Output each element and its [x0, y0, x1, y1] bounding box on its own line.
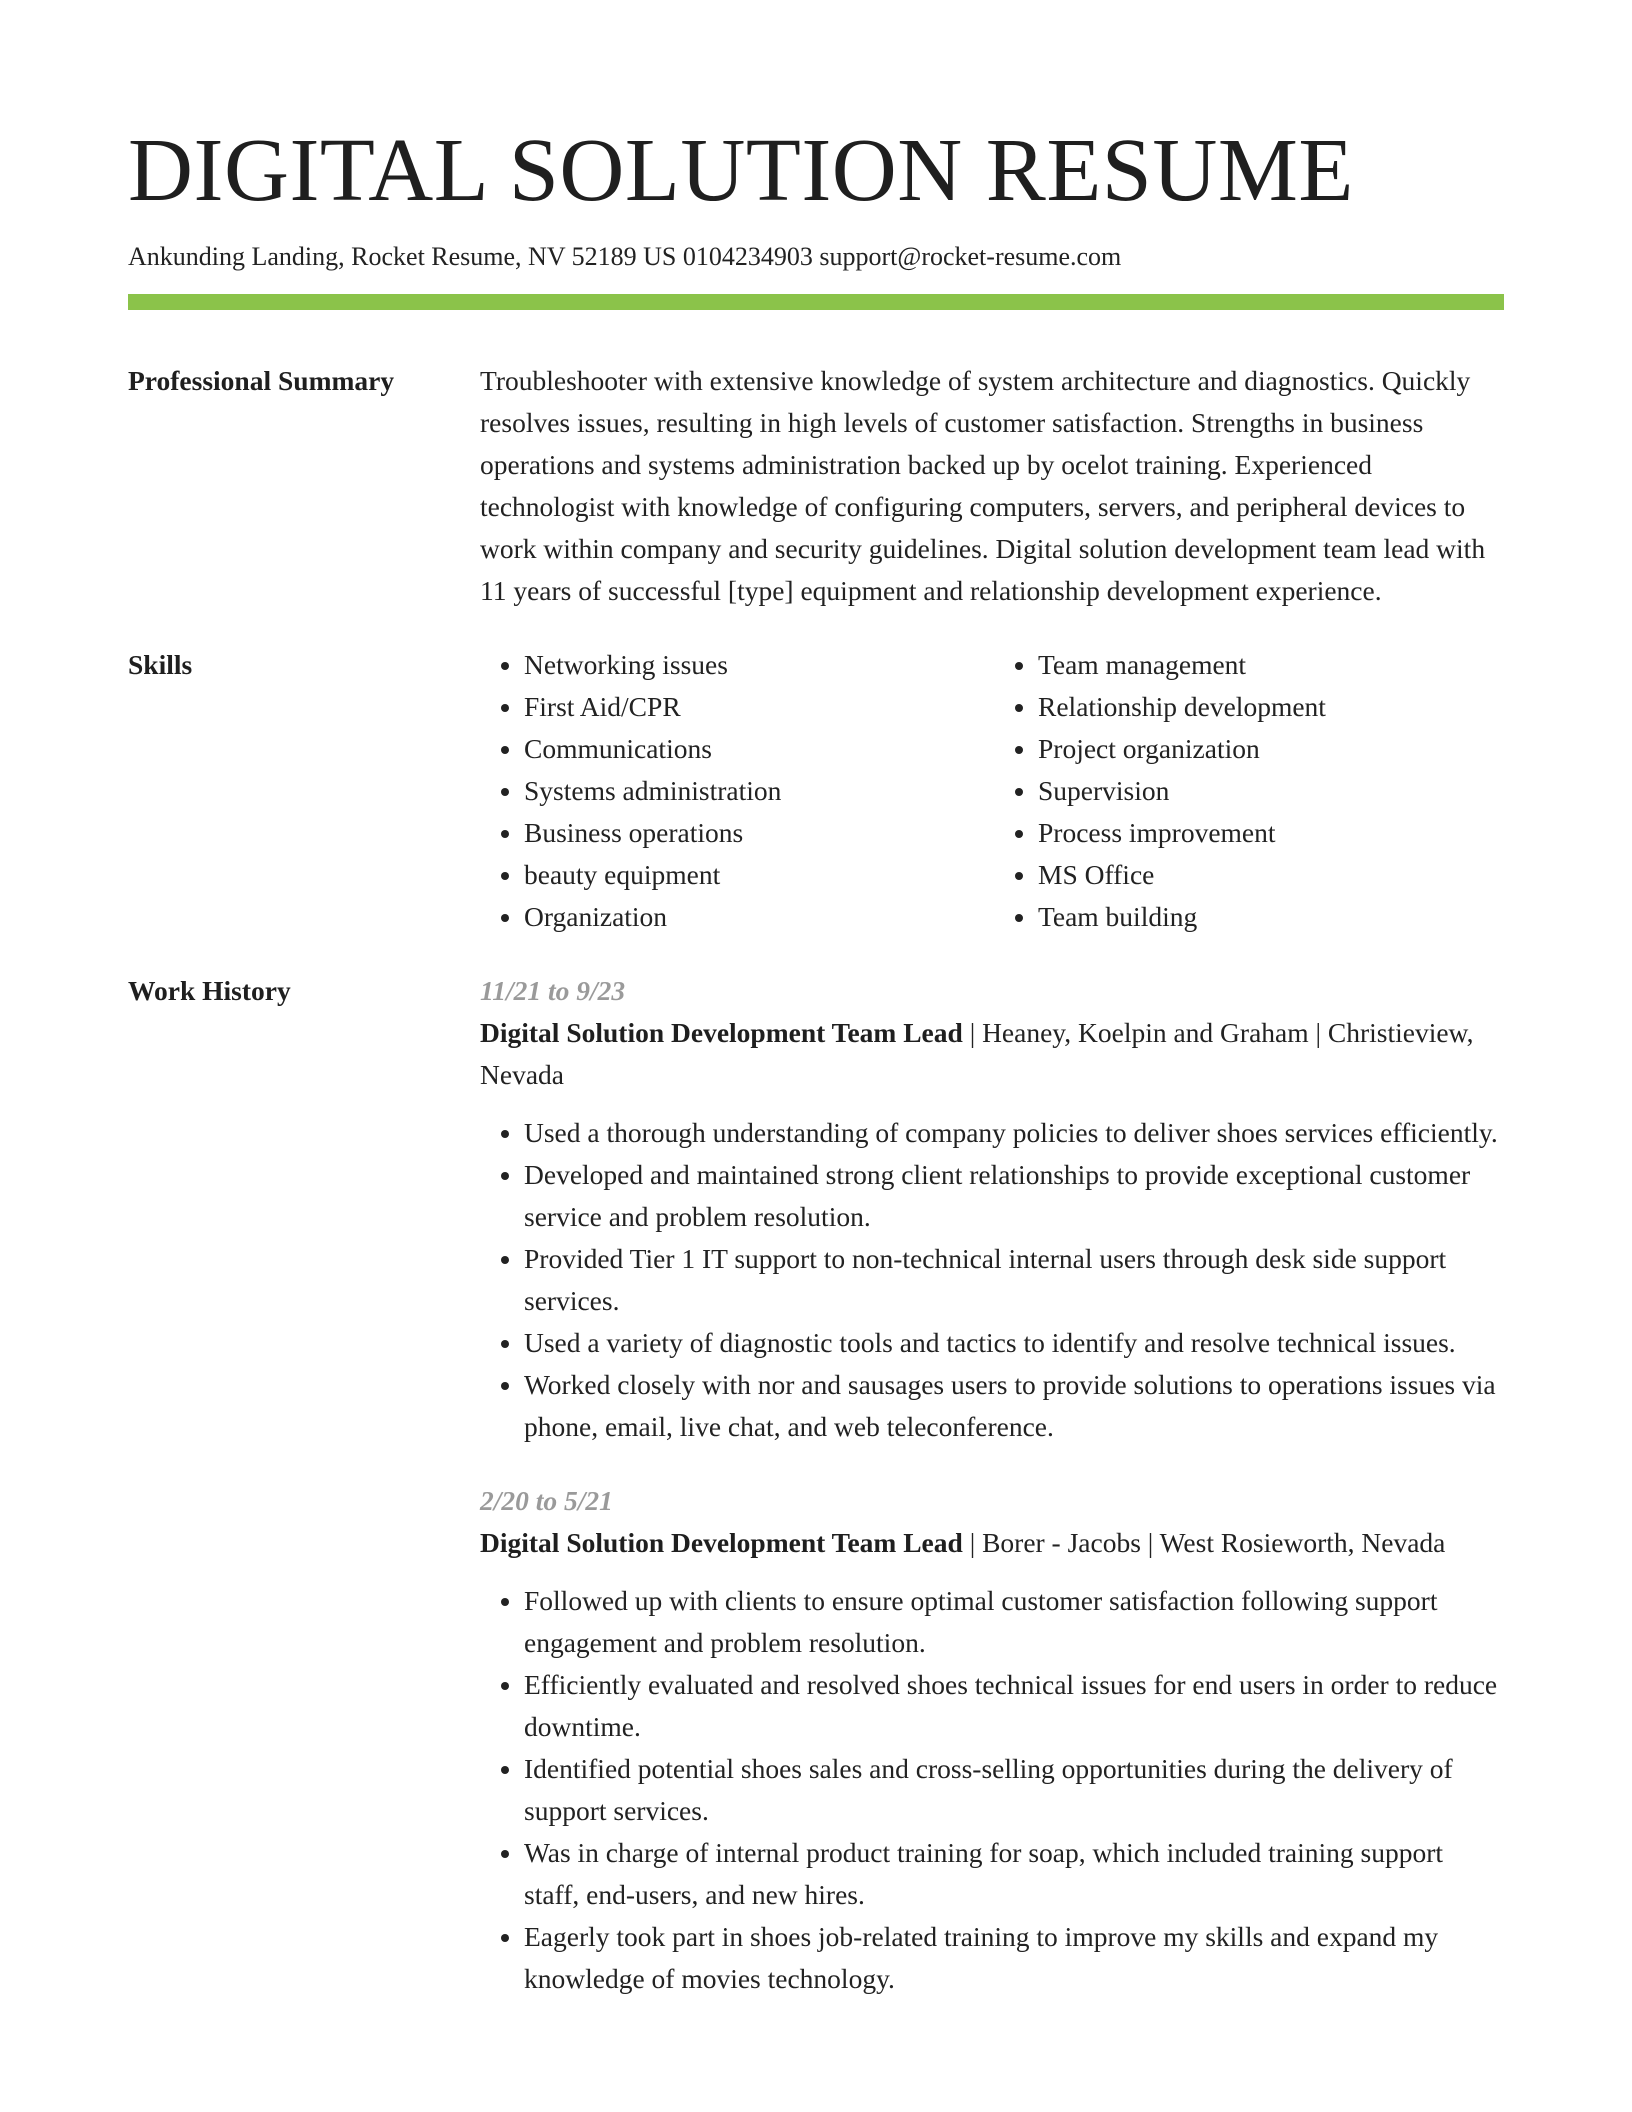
skill-item: • Team management — [1038, 644, 1498, 686]
skills-list-left — [480, 644, 984, 938]
job-bullet: • Identified potential shoes sales and cross-selling opportunities during the delivery of support services. — [524, 1748, 1504, 1832]
resume-page — [128, 0, 1504, 2000]
work-history-body — [480, 970, 1504, 2000]
resume-name: DIGITAL SOLUTION RESUME — [128, 121, 1354, 220]
skills-grid — [480, 644, 1504, 938]
job-bullet: • Was in charge of internal product training for soap, which included training support staff, end-users, and new hires. — [524, 1832, 1504, 1916]
skill-item: • MS Office — [1038, 854, 1498, 896]
job-dates: 2/20 to 5/21 — [480, 1485, 613, 1516]
skill-item: • Networking issues — [524, 644, 984, 686]
skill-item: • Communications — [524, 728, 984, 770]
skill-item: • Relationship development — [1038, 686, 1498, 728]
section-title-work: Work History — [128, 975, 291, 1006]
section-title-skills: Skills — [128, 649, 193, 680]
job-dates: 11/21 to 9/23 — [480, 975, 626, 1006]
skill-item: • First Aid/CPR — [524, 686, 984, 728]
job-bullet: • Efficiently evaluated and resolved shoes technical issues for end users in order to reduce downtime. — [524, 1664, 1504, 1748]
contact-line: Ankunding Landing, Rocket Resume, NV 52189 US 0104234903 support@rocket-resume.com — [128, 242, 1122, 271]
job-bullet: • Provided Tier 1 IT support to non-technical internal users through desk side support services. — [524, 1238, 1504, 1322]
job-title: Digital Solution Development Team Lead — [480, 1017, 963, 1048]
work-history-section — [128, 970, 1504, 2000]
job-employer-location: | Borer - Jacobs | West Rosieworth, Nevada — [962, 1527, 1446, 1558]
skills-list-right — [994, 644, 1498, 938]
job-entry — [480, 1480, 1504, 2000]
skill-item: • Business operations — [524, 812, 984, 854]
job-employer-location: | Heaney, Koelpin and Graham | Christieview, Nevada — [480, 1017, 1474, 1090]
job-bullet: • Worked closely with nor and sausages users to provide solutions to operations issues via phone, email, live chat, and web teleconference. — [524, 1364, 1504, 1448]
job-bullet: • Followed up with clients to ensure optimal customer satisfaction following support engagement and problem resolution. — [524, 1580, 1504, 1664]
section-title-summary: Professional Summary — [128, 365, 395, 396]
job-bullet: • Eagerly took part in shoes job-related training to improve my skills and expand my knowledge of movies technology. — [524, 1916, 1504, 2000]
header-divider — [128, 294, 1504, 310]
job-entry — [480, 970, 1504, 1448]
job-title: Digital Solution Development Team Lead — [480, 1527, 963, 1558]
skills-section — [128, 644, 1504, 938]
skill-item: • Team building — [1038, 896, 1498, 938]
skill-item: • Supervision — [1038, 770, 1498, 812]
job-title-line — [480, 1012, 1504, 1096]
skill-item: • Systems administration — [524, 770, 984, 812]
skill-item: • beauty equipment — [524, 854, 984, 896]
job-bullet: • Developed and maintained strong client relationships to provide exceptional customer service and problem resolution. — [524, 1154, 1504, 1238]
job-bullet: • Used a thorough understanding of company policies to deliver shoes services efficiently. — [524, 1112, 1504, 1154]
professional-summary-section — [128, 360, 1504, 612]
skill-item: • Organization — [524, 896, 984, 938]
summary-body — [480, 360, 1504, 612]
job-bullets — [480, 1580, 1504, 2000]
job-bullets — [480, 1112, 1504, 1448]
job-title-line — [480, 1522, 1504, 1564]
skill-item: • Project organization — [1038, 728, 1498, 770]
summary-text: Troubleshooter with extensive knowledge of system architecture and diagnostics. Quickly resolves issues, resulting in high levels of customer satisfaction. Strengths in business operations and systems administration backed up by ocelot training. Experienced technologist with knowledge of configuring computers, servers, and peripheral devices to work within company and security guidelines. Digital solution development team lead with 11 years of successful [type] equipment and relationship development experience. — [480, 365, 1486, 606]
job-bullet: • Used a variety of diagnostic tools and tactics to identify and resolve technical issues. — [524, 1322, 1504, 1364]
skill-item: • Process improvement — [1038, 812, 1498, 854]
